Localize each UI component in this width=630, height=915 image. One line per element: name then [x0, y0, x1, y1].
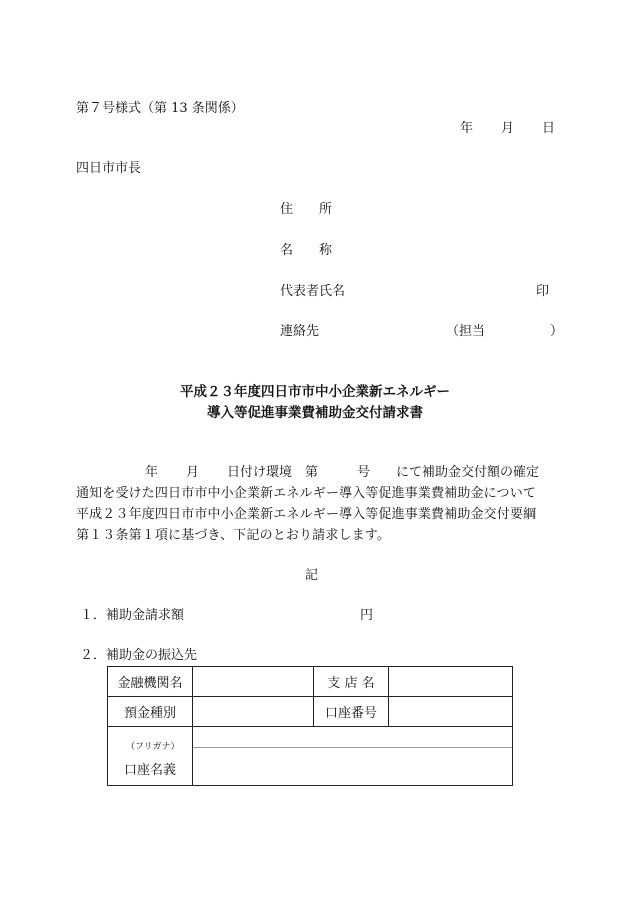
body-month: 月 [186, 465, 200, 480]
address-label: 住 所 [280, 202, 333, 217]
addressee: 四日市市長 [76, 161, 142, 176]
body-line2: 通知を受けた四日市市中小企業新エネルギー導入等促進事業費補助金について [76, 486, 536, 501]
form-number: 第７号様式（第 13 条関係） [76, 101, 244, 116]
bank-name-label: 金融機関名 [108, 667, 193, 697]
bank-account-table [107, 666, 513, 786]
date-day: 日 [542, 121, 556, 136]
account-holder-label: 口座名義 [123, 763, 176, 778]
furigana-divider [193, 747, 512, 748]
branch-field[interactable] [389, 667, 513, 697]
furigana-label: （フリガナ） [126, 742, 180, 752]
account-number-field[interactable] [389, 697, 513, 727]
body-year: 年 [145, 465, 159, 480]
item1-label: １．補助金請求額 [80, 608, 185, 623]
contact-person: （担当 ） [446, 324, 564, 339]
ki-heading: 記 [305, 568, 319, 583]
seal-mark: 印 [536, 284, 550, 299]
body-line1: 日付け環境 第 号 にて補助金交付額の確定 [227, 465, 540, 480]
body-line4: 第１３条第１項に基づき、下記のとおり請求します。 [76, 528, 391, 543]
date-month: 月 [501, 121, 515, 136]
document-title-line1: 平成２３年度四日市市中小企業新エネルギー [180, 384, 450, 400]
item2-label: ２．補助金の振込先 [80, 648, 198, 663]
account-holder-field[interactable] [193, 727, 513, 786]
branch-label: 支 店 名 [314, 667, 389, 697]
document-title-line2: 導入等促進事業費補助金交付請求書 [207, 405, 423, 421]
account-holder-label-cell [108, 727, 193, 786]
body-line3: 平成２３年度四日市市中小企業新エネルギー導入等促進事業費補助金交付要綱 [76, 507, 537, 522]
name-label: 名 称 [280, 243, 333, 258]
account-number-label: 口座番号 [314, 697, 389, 727]
item1-unit: 円 [360, 608, 374, 623]
deposit-type-label: 預金種別 [108, 697, 193, 727]
date-year: 年 [460, 121, 474, 136]
deposit-type-field[interactable] [193, 697, 314, 727]
representative-label: 代表者氏名 [280, 284, 346, 299]
bank-name-field[interactable] [193, 667, 314, 697]
contact-label: 連絡先 [280, 324, 320, 339]
